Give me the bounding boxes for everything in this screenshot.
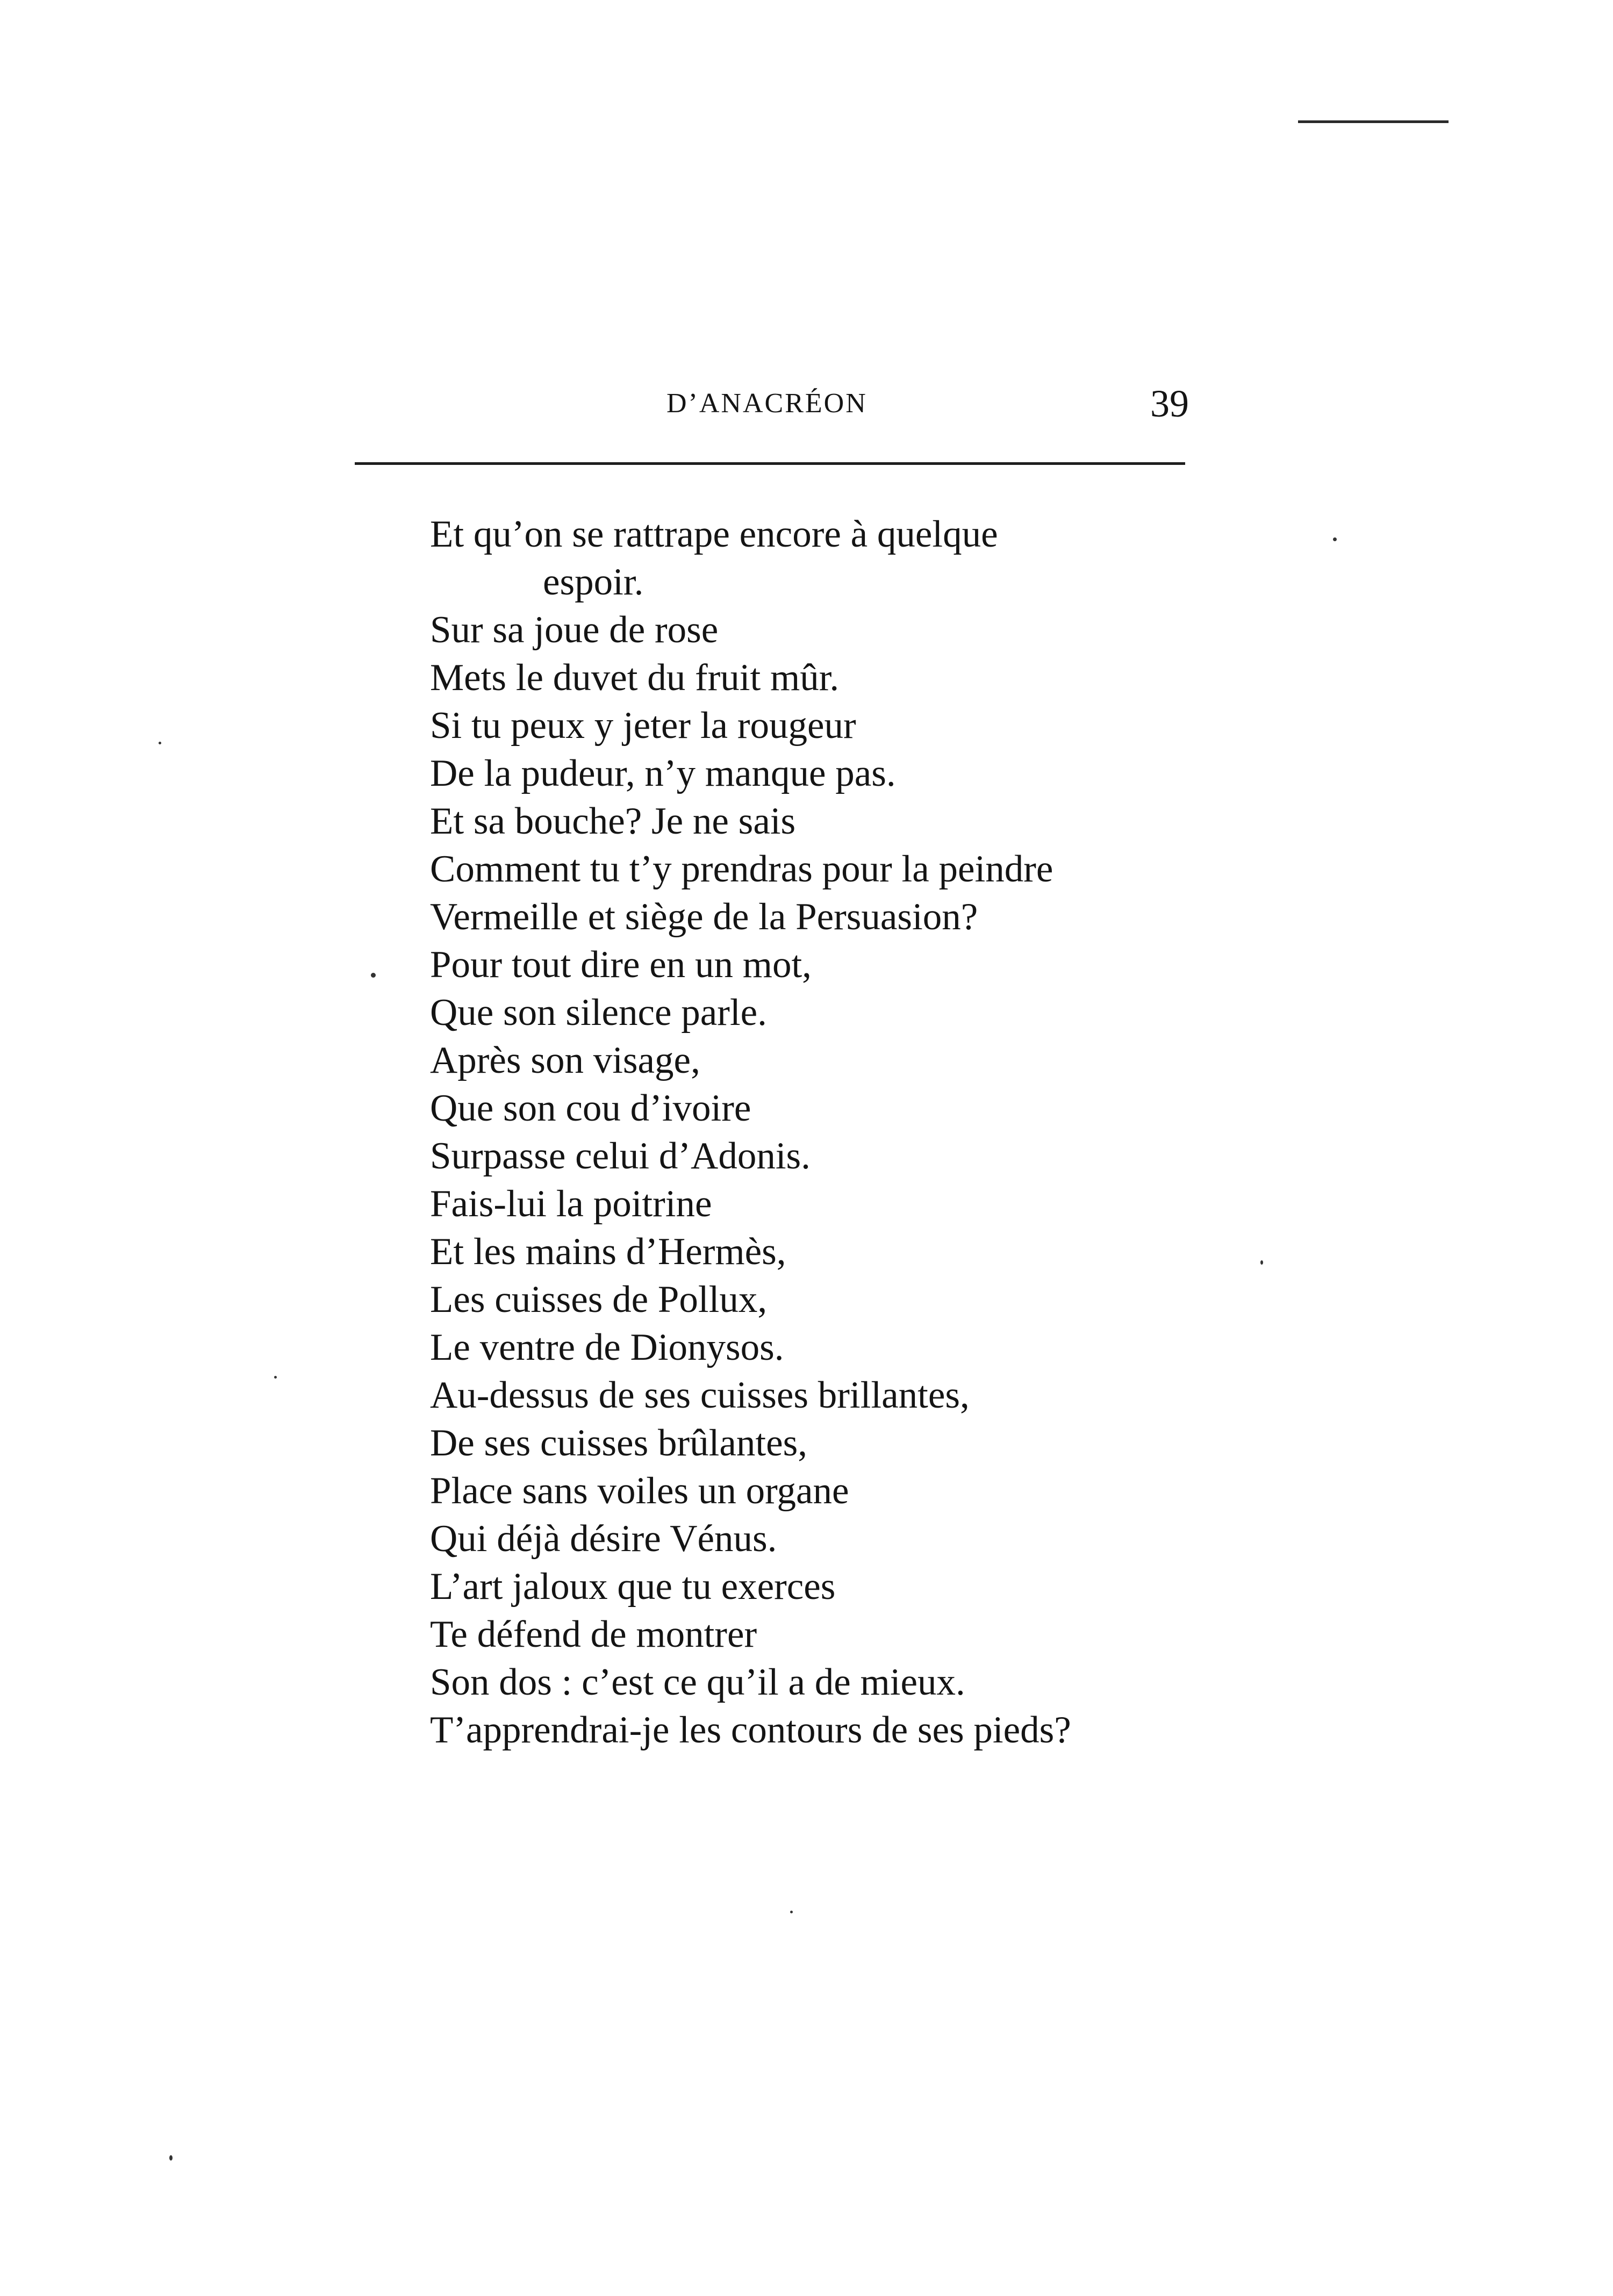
poem-line: Que son cou d’ivoire bbox=[430, 1087, 751, 1129]
poem-line: De la pudeur, n’y manque pas. bbox=[430, 752, 896, 794]
poem-line: Après son visage, bbox=[430, 1039, 700, 1081]
poem-line: Et les mains d’Hermès, bbox=[430, 1231, 786, 1273]
poem-line: T’apprendrai-je les contours de ses pieds? bbox=[430, 1709, 1071, 1751]
scan-speck bbox=[1260, 1260, 1263, 1265]
poem-line: Les cuisses de Pollux, bbox=[430, 1279, 768, 1321]
poem-text bbox=[430, 511, 1290, 1754]
poem-line: Comment tu t’y prendras pour la peindre bbox=[430, 848, 1053, 890]
poem-line: espoir. bbox=[543, 561, 644, 603]
poem-line: L’art jaloux que tu exerces bbox=[430, 1566, 836, 1608]
poem-line: Que son silence parle. bbox=[430, 992, 767, 1034]
poem-line: Place sans voiles un organe bbox=[430, 1470, 849, 1512]
poem-line: Si tu peux y jeter la rougeur bbox=[430, 705, 856, 747]
poem-line: Et qu’on se rattrape encore à quelque bbox=[430, 513, 998, 555]
page-number: 39 bbox=[1150, 382, 1189, 425]
poem-line: Qui déjà désire Vénus. bbox=[430, 1518, 777, 1560]
running-head: D’ANACRÉON bbox=[666, 388, 868, 419]
poem-line: De ses cuisses brûlantes, bbox=[430, 1422, 807, 1464]
scan-speck bbox=[1333, 537, 1337, 541]
scan-speck bbox=[169, 2155, 173, 2161]
scan-speck bbox=[371, 973, 376, 978]
poem-line: Sur sa joue de rose bbox=[430, 609, 719, 651]
poem-line: Son dos : c’est ce qu’il a de mieux. bbox=[430, 1661, 965, 1703]
poem-line: Vermeille et siège de la Persuasion? bbox=[430, 896, 978, 938]
poem-line: Surpasse celui d’Adonis. bbox=[430, 1135, 811, 1177]
top-corner-rule bbox=[1298, 120, 1449, 123]
poem-line: Mets le duvet du fruit mûr. bbox=[430, 657, 840, 699]
poem-line: Au-dessus de ses cuisses brillantes, bbox=[430, 1374, 970, 1416]
poem-line: Et sa bouche? Je ne sais bbox=[430, 800, 796, 842]
poem-line: Fais-lui la poitrine bbox=[430, 1183, 712, 1225]
scan-speck bbox=[159, 742, 161, 744]
poem-line: Pour tout dire en un mot, bbox=[430, 944, 812, 986]
poem-line: Te défend de montrer bbox=[430, 1613, 757, 1655]
scan-speck bbox=[274, 1376, 277, 1379]
header-rule bbox=[355, 462, 1185, 465]
poem-line: Le ventre de Dionysos. bbox=[430, 1326, 784, 1368]
scan-speck bbox=[790, 1911, 793, 1913]
